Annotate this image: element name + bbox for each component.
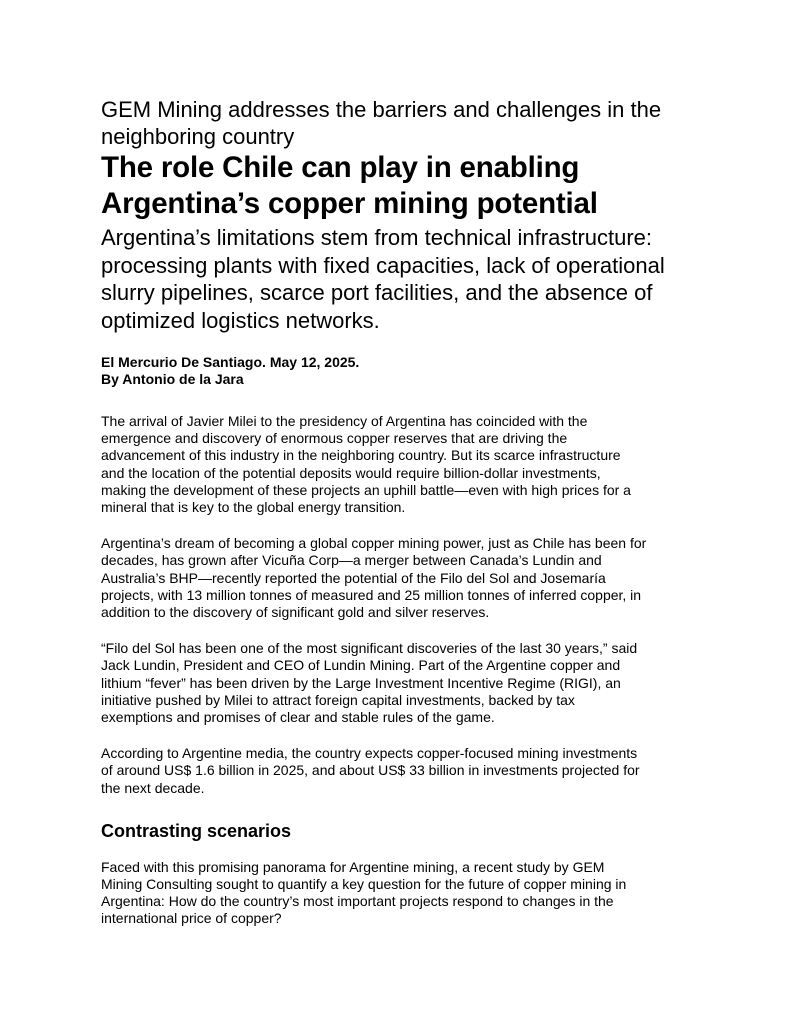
paragraph-line: advancement of this industry in the neighboring country. But its scarce infrastructure [101,447,621,464]
paragraph-line: Argentina: How do the country’s most important projects respond to changes in the [101,893,614,910]
deck-line: processing plants with fixed capacities, lack of operational [101,252,665,278]
paragraph-line: Faced with this promising panorama for Argentine mining, a recent study by GEM [101,858,605,875]
paragraph-line: projects, with 13 million tonnes of measured and 25 million tonnes of inferred copper, in [101,586,642,603]
paragraph-line: According to Argentine media, the country expects copper-focused mining investments [101,745,638,762]
body-paragraph-5 [101,859,711,928]
deck-line: slurry pipelines, scarce port facilities, and the absence of [101,280,653,305]
article [101,96,711,928]
paragraph-line: the next decade. [101,779,205,796]
article-headline [101,150,711,222]
body-paragraph-4 [101,745,711,797]
paragraph-line: Australia’s BHP—recently reported the potential of the Filo del Sol and Josemaría [101,569,606,586]
byline [101,354,711,388]
headline-line: The role Chile can play in enabling [101,151,580,184]
paragraph-line: decades, has grown after Vicuña Corp—a merger between Canada’s Lundin and [101,552,602,569]
body-paragraph-2 [101,535,711,621]
paragraph-line: making the development of these projects an uphill battle—even with high prices for a [101,481,631,498]
paragraph-line: of around US$ 1.6 billion in 2025, and about US$ 33 billion in investments projected for [101,762,640,779]
source-line: El Mercurio De Santiago. May 12, 2025. [101,354,360,370]
article-kicker [101,96,711,150]
paragraph-line: addition to the discovery of significant gold and silver reserves. [101,604,490,621]
paragraph-line: Argentina’s dream of becoming a global copper mining power, just as Chile has been for [101,535,647,552]
paragraph-line: mineral that is key to the global energy transition. [101,499,406,516]
body-paragraph-3 [101,640,711,726]
paragraph-line: initiative pushed by Milei to attract foreign capital investments, backed by tax [101,691,575,708]
paragraph-line: emergence and discovery of enormous copper reserves that are driving the [101,430,568,447]
kicker-line: GEM Mining addresses the barriers and challenges in the [101,97,662,122]
paragraph-line: The arrival of Javier Milei to the presidency of Argentina has coincided with the [101,413,588,429]
article-deck [101,224,711,334]
author-line: By Antonio de la Jara [101,371,244,387]
paragraph-line: “Filo del Sol has been one of the most significant discoveries of the last 30 years,” said [101,640,638,657]
paragraph-line: international price of copper? [101,910,282,927]
paragraph-line: and the location of the potential deposits would require billion-dollar investments, [101,464,601,481]
deck-line: Argentina’s limitations stem from technical infrastructure: [101,225,653,250]
paragraph-line: Mining Consulting sought to quantify a key question for the future of copper mining in [101,876,627,893]
deck-line: optimized logistics networks. [101,307,380,333]
paragraph-line: lithium “fever” has been driven by the Large Investment Incentive Regime (RIGI), an [101,674,621,691]
kicker-line: neighboring country [101,124,295,149]
paragraph-line: exemptions and promises of clear and stable rules of the game. [101,709,495,726]
body-paragraph-1 [101,413,711,516]
headline-line: Argentina’s copper mining potential [101,187,598,220]
paragraph-line: Jack Lundin, President and CEO of Lundin Mining. Part of the Argentine copper and [101,657,621,674]
section-subhead: Contrasting scenarios [101,820,292,841]
